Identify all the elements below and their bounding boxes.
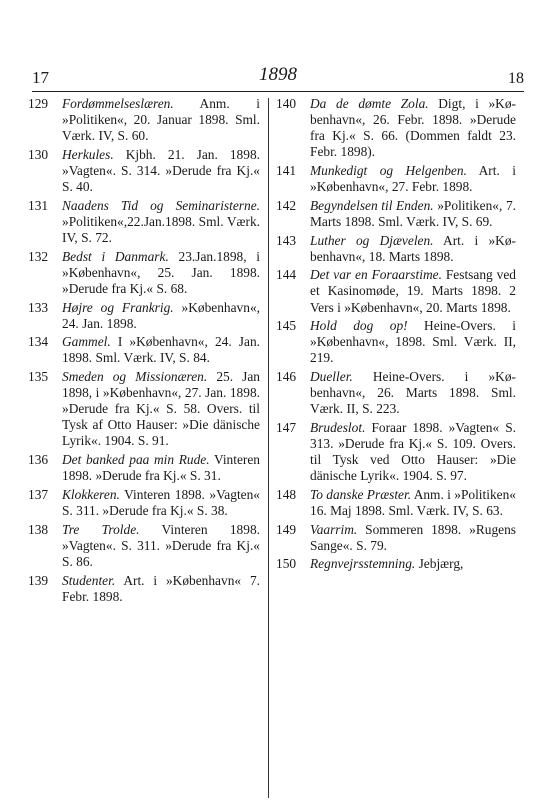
entry-number: 148 bbox=[276, 486, 297, 502]
page-number-left: 17 bbox=[32, 68, 49, 87]
entry-details: »Politiken«,22.Jan.1898. Sml. Værk. IV, S. 72. bbox=[62, 213, 260, 245]
bibliography-entry bbox=[28, 198, 260, 246]
entry-number: 147 bbox=[276, 419, 297, 435]
bibliography-entry bbox=[276, 198, 516, 230]
bibliography-entry bbox=[276, 96, 516, 160]
entry-title: Da de dømte Zola. bbox=[310, 96, 429, 111]
bibliography-entry bbox=[276, 163, 516, 195]
bibliography-entry bbox=[276, 233, 516, 265]
bibliography-entry bbox=[28, 487, 260, 519]
bibliography-entry bbox=[276, 318, 516, 366]
entry-number: 136 bbox=[28, 452, 49, 468]
entry-number: 138 bbox=[28, 521, 49, 537]
entry-title: Smeden og Missionæren. bbox=[62, 369, 208, 385]
entry-details: Art. i »København«, 27. Febr. 1898. bbox=[310, 162, 517, 195]
entry-title: Dueller. bbox=[310, 369, 353, 385]
entry-title: Det banked paa min Rude. bbox=[62, 452, 210, 468]
entry-details: Jebjærg, bbox=[415, 556, 464, 572]
entry-number: 139 bbox=[28, 572, 49, 588]
entry-number: 144 bbox=[276, 267, 297, 283]
entry-title: Vaarrim. bbox=[310, 521, 358, 537]
entry-details: Festsang ved et Kasinomøde, 19. Marts 1898. 2 Vers i »København«, 20. Marts 1898. bbox=[310, 267, 516, 315]
entry-number: 142 bbox=[276, 197, 297, 213]
bibliography-entry bbox=[28, 522, 260, 570]
entry-number: 137 bbox=[28, 486, 49, 502]
entry-details: Art. i »København« 7. Febr. 1898. bbox=[62, 572, 260, 604]
entry-title: Højre og Frankrig. bbox=[62, 299, 174, 315]
bibliography-entry bbox=[28, 300, 260, 332]
entry-number: 132 bbox=[28, 248, 49, 264]
bibliography-entry bbox=[28, 369, 260, 449]
right-column bbox=[276, 96, 516, 575]
entry-number: 150 bbox=[276, 556, 297, 572]
bibliography-entry bbox=[28, 147, 260, 195]
entry-number: 135 bbox=[28, 369, 49, 385]
bibliography-entry bbox=[276, 487, 516, 519]
column-divider bbox=[268, 98, 269, 798]
entry-title: Naadens Tid og Seminaristerne. bbox=[62, 197, 260, 213]
entry-details: Sommeren 1898. »Rugens Sange«. S. 79. bbox=[310, 521, 516, 553]
bibliography-entry bbox=[276, 267, 516, 315]
bibliography-entry bbox=[276, 556, 516, 572]
entry-number: 146 bbox=[276, 369, 297, 385]
entry-details: »København«, 24. Jan. 1898. bbox=[62, 299, 260, 331]
entry-title: Det var en Foraarstime. bbox=[310, 267, 442, 283]
entry-details: Heine-Overs. i »København«, 26. Marts 1898. Sml. Værk. II, S. 223. bbox=[310, 369, 516, 417]
entry-title: Gammel. bbox=[62, 334, 111, 350]
entry-number: 145 bbox=[276, 318, 297, 334]
entry-number: 131 bbox=[28, 197, 49, 213]
entry-title: Klokkeren. bbox=[62, 486, 120, 502]
entry-details: Digt, i »København«, 26. Febr. 1898. »Derude fra Kj.« S. 66. (Dommen faldt 23. Febr. 1898). bbox=[310, 96, 516, 160]
entry-number: 140 bbox=[276, 96, 297, 111]
entry-title: Regnvejrsstemning. bbox=[310, 556, 416, 572]
entry-title: Hold dog op! bbox=[310, 318, 408, 334]
entry-details: Vinteren 1898. »Vagten« S. 311. »Derude fra Kj.« S. 38. bbox=[62, 486, 260, 518]
entry-title: Herkules. bbox=[62, 146, 114, 162]
entry-title: Tre Trolde. bbox=[62, 521, 140, 537]
entry-details: »Politiken«, 7. Marts 1898. Sml. Værk. IV, S. 69. bbox=[310, 197, 516, 229]
bibliography-entry bbox=[276, 420, 516, 484]
entry-title: Bedst i Danmark. bbox=[62, 248, 169, 264]
entry-title: Begyndelsen til Enden. bbox=[310, 197, 434, 213]
running-head-year: 1898 bbox=[259, 64, 297, 85]
bibliography-entry bbox=[28, 334, 260, 366]
header-rule bbox=[32, 91, 524, 92]
entry-number: 141 bbox=[276, 162, 297, 178]
page-number-right: 18 bbox=[508, 70, 524, 87]
entry-details: Anm. i »Politiken« 16. Maj 1898. Sml. Værk. IV, S. 63. bbox=[310, 486, 516, 518]
page-header bbox=[32, 64, 524, 90]
entry-details: I »København«, 24. Jan. 1898. Sml. Værk. IV, S. 84. bbox=[62, 334, 260, 366]
entry-title: Fordømmelseslæren. bbox=[62, 96, 174, 111]
entry-title: Luther og Djævelen. bbox=[310, 232, 434, 248]
entry-details: 25. Jan 1898, i »København«, 27. Jan. 1898. »Derude fra Kj.« S. 58. Overs. til Tysk af Otto Hauser: »Die dänische Lyrik«. 1904. S. 91. bbox=[62, 369, 260, 449]
entry-number: 134 bbox=[28, 334, 49, 350]
entry-number: 149 bbox=[276, 521, 297, 537]
entry-title: Studenter. bbox=[62, 572, 116, 588]
entry-details: Kjbh. 21. Jan. 1898. »Vagten«. S. 314. »Derude fra Kj.« S. 40. bbox=[62, 146, 260, 195]
entry-title: To danske Præster. bbox=[310, 486, 412, 502]
bibliography-entry bbox=[28, 573, 260, 605]
entry-details: Vinteren 1898. »Derude fra Kj.« S. 31. bbox=[62, 452, 260, 484]
bibliography-entry bbox=[28, 96, 260, 144]
bibliography-entry bbox=[28, 249, 260, 297]
entry-details: 23.Jan.1898, i »København«, 25. Jan. 1898. »Derude fra Kj.« S. 68. bbox=[62, 248, 260, 296]
entry-details: Anm. i »Politiken«, 20. Januar 1898. Sml. Værk. IV, S. 60. bbox=[62, 96, 260, 144]
entry-details: Vinteren 1898. »Vagten«. S. 311. »Derude fra Kj.« S. 86. bbox=[62, 521, 260, 569]
entry-title: Munkedigt og Helgenben. bbox=[310, 162, 467, 178]
entry-details: Art. i »København«, 18. Marts 1898. bbox=[310, 232, 516, 264]
entry-number: 143 bbox=[276, 232, 297, 248]
left-column bbox=[28, 96, 260, 607]
bibliography-entry bbox=[276, 369, 516, 417]
entry-number: 133 bbox=[28, 299, 49, 315]
entry-number: 130 bbox=[28, 146, 49, 162]
entry-details: Foraar 1898. »Vagten« S. 313. »Derude fra Kj.« S. 109. Overs. til Tysk ved Otto Hauser: »Die dänische Lyrik«. 1904. S. 97. bbox=[310, 419, 516, 484]
entry-details: Heine-Overs. i »København«, 1898. Sml. Værk. II, 219. bbox=[310, 318, 516, 366]
entry-title: Brudeslot. bbox=[310, 419, 366, 435]
bibliography-entry bbox=[276, 522, 516, 554]
bibliography-entry bbox=[28, 452, 260, 484]
entry-number: 129 bbox=[28, 96, 49, 111]
